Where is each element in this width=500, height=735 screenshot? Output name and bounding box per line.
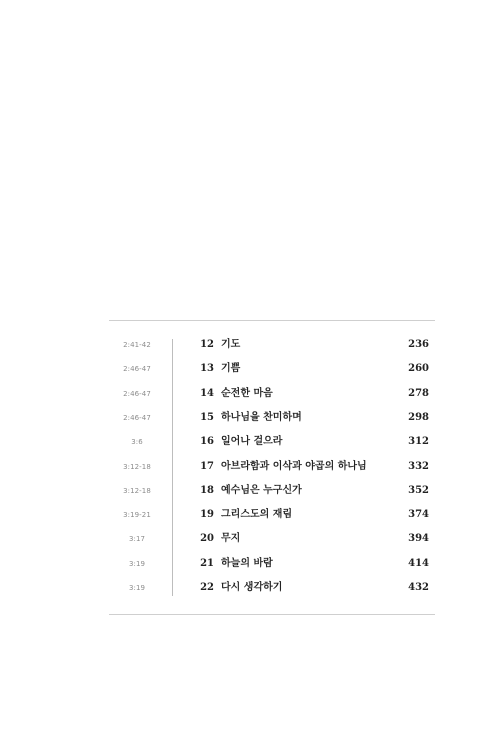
- toc-entry[interactable]: [109, 554, 435, 574]
- scripture-reference: 2:46-47: [123, 365, 151, 374]
- scripture-reference: 3:6: [131, 438, 143, 447]
- chapter-number: 15: [200, 411, 214, 423]
- page-number: 278: [408, 387, 429, 399]
- chapter-number: 17: [200, 460, 214, 472]
- toc-entry[interactable]: [109, 529, 435, 549]
- page-number: 374: [408, 509, 429, 521]
- chapter-number: 13: [200, 363, 214, 375]
- scripture-reference: 3:12-18: [123, 486, 151, 495]
- toc-entry[interactable]: [109, 359, 435, 379]
- chapter-title[interactable]: 다시 생각하기: [221, 582, 283, 593]
- toc-entry[interactable]: [109, 481, 435, 501]
- chapter-number: 12: [200, 339, 214, 350]
- scripture-reference: 2:41-42: [123, 341, 151, 349]
- chapter-number: 16: [200, 436, 214, 448]
- chapter-title[interactable]: 아브라함과 이삭과 야곱의 하나님: [221, 460, 367, 472]
- page-number: 298: [408, 411, 429, 423]
- scripture-reference: 2:46-47: [123, 389, 151, 398]
- page-number: 332: [408, 460, 429, 472]
- chapter-number: 19: [200, 509, 214, 521]
- scripture-reference: 2:46-47: [123, 413, 151, 422]
- chapter-title[interactable]: 무지: [221, 533, 241, 545]
- chapter-number: 20: [200, 533, 214, 545]
- chapter-title[interactable]: 예수님은 누구신가: [221, 484, 302, 496]
- table-of-contents: [109, 320, 435, 615]
- chapter-number: 14: [200, 387, 214, 399]
- chapter-title[interactable]: 순전한 마음: [221, 387, 273, 399]
- scripture-reference: 3:19-21: [123, 511, 151, 520]
- toc-entry[interactable]: [109, 408, 435, 428]
- toc-entry[interactable]: [109, 432, 435, 452]
- page-number: 394: [408, 533, 429, 545]
- chapter-number: 21: [200, 557, 214, 569]
- chapter-title[interactable]: 하늘의 바람: [221, 557, 273, 569]
- page-number: 352: [408, 484, 429, 496]
- toc-entry[interactable]: [109, 457, 435, 477]
- scripture-reference: 3:12-18: [123, 462, 151, 471]
- page-number: 236: [408, 339, 429, 350]
- chapter-title[interactable]: 기쁨: [221, 363, 241, 375]
- chapter-title[interactable]: 기도: [221, 339, 241, 350]
- scripture-reference: 3:19: [128, 584, 146, 592]
- chapter-title[interactable]: 그리스도의 재림: [221, 509, 293, 521]
- toc-entry[interactable]: [109, 335, 435, 355]
- page-number: 260: [408, 363, 429, 375]
- page-number: 312: [408, 436, 429, 448]
- chapter-title[interactable]: 하나님을 찬미하며: [221, 411, 302, 423]
- scripture-reference: 3:19: [128, 559, 146, 568]
- toc-entry[interactable]: [109, 505, 435, 525]
- chapter-number: 18: [200, 484, 214, 496]
- page-number: 432: [408, 582, 429, 593]
- page-number: 414: [408, 557, 429, 569]
- chapter-number: 22: [200, 582, 214, 593]
- toc-entry[interactable]: [109, 384, 435, 404]
- chapter-title[interactable]: 일어나 걸으라: [221, 436, 283, 448]
- toc-entry[interactable]: [109, 578, 435, 598]
- scripture-reference: 3:17: [128, 535, 146, 544]
